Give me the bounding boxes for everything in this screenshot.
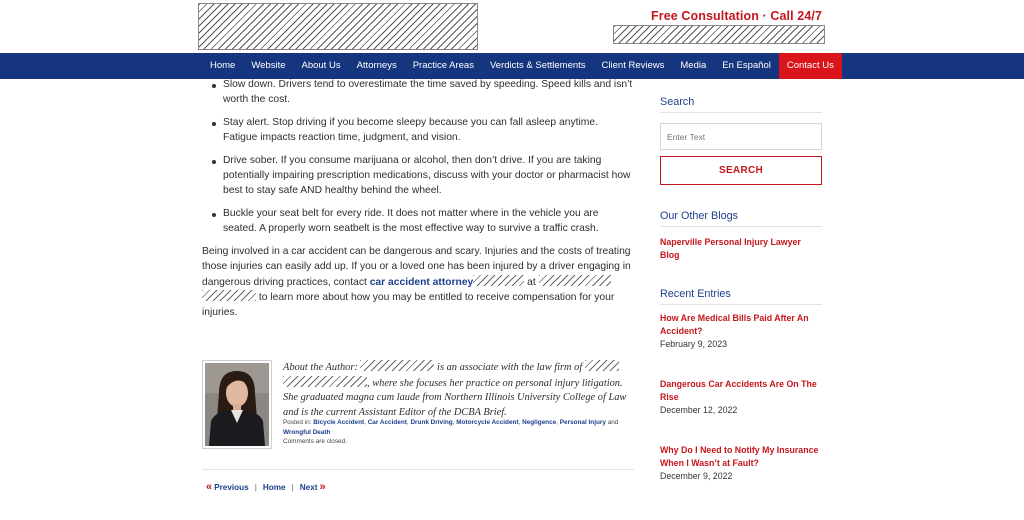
closing-text-end: to learn more about how you may be entitled to receive compensation for your injuries. — [202, 292, 615, 318]
and-word: and — [607, 419, 619, 426]
law-firm-redacted — [585, 360, 619, 371]
recent-entry-date: February 9, 2023 — [660, 339, 727, 349]
recent-entry-date: December 9, 2022 — [660, 471, 733, 481]
search-heading: Search — [660, 96, 822, 113]
search-button[interactable]: SEARCH — [660, 156, 822, 185]
nav-item-attorneys[interactable]: Attorneys — [356, 60, 397, 71]
article-body — [202, 78, 634, 320]
recent-entry — [660, 312, 822, 351]
nav-item-home[interactable]: Home — [210, 60, 236, 71]
closing-text-start: Being involved in a car accident can be dangerous and scary. Injuries and the costs of treating those injuries can easily add up. If you or a loved one has been injured by a driver engaging in dangerous driving practices, contact — [202, 246, 631, 288]
closing-at: at — [524, 276, 539, 288]
pager-separator: | — [291, 482, 294, 492]
next-link[interactable]: Next — [299, 482, 318, 492]
main-nav — [0, 53, 1024, 79]
recent-entry-title[interactable]: Dangerous Car Accidents Are On The Rise — [660, 379, 817, 402]
recent-entry — [660, 378, 822, 417]
car-accident-attorney-link[interactable]: car accident attorney — [369, 276, 474, 288]
firm-logo-redacted[interactable] — [198, 3, 478, 50]
law-firm-redacted-continued — [283, 376, 367, 387]
comments-closed-note: Comments are closed. — [283, 438, 347, 445]
phone-redacted-continued — [202, 290, 256, 301]
previous-link[interactable]: Previous — [214, 482, 249, 492]
closing-paragraph — [202, 245, 634, 320]
category-link[interactable]: Drunk Driving — [410, 419, 453, 426]
author-photo — [202, 360, 272, 449]
other-blogs-heading: Our Other Blogs — [660, 210, 822, 227]
nav-item-contact-us[interactable]: Contact Us — [779, 53, 842, 79]
nav-item-about-us[interactable]: About Us — [301, 60, 341, 71]
search-input[interactable] — [660, 123, 822, 150]
safety-tips-list — [202, 78, 634, 236]
list-item: Stay alert. Stop driving if you become sleepy because you can fall asleep anytime. Fatigue impacts reaction time, judgment, and vision. — [202, 116, 634, 145]
list-item: Buckle your seat belt for every ride. It does not matter where in the vehicle you are seated. A properly worn seatbelt is the most effective way to survive a traffic crash. — [202, 207, 634, 236]
recent-entry — [660, 444, 822, 483]
category-link[interactable]: Bicycle Accident — [313, 419, 365, 426]
firm-name-redacted — [473, 275, 524, 286]
recent-entry-title[interactable]: Why Do I Need to Notify My Insurance When I Wasn’t at Fault? — [660, 445, 819, 468]
sidebar — [660, 96, 822, 483]
recent-entry-title[interactable]: How Are Medical Bills Paid After An Accident? — [660, 313, 809, 336]
nav-item-practice-areas[interactable]: Practice Areas — [412, 60, 474, 71]
category-link[interactable]: Negligence — [522, 419, 557, 426]
nav-item-client-reviews[interactable]: Client Reviews — [601, 60, 665, 71]
free-consultation-text: Free Consultation · Call 24/7 — [651, 9, 822, 23]
author-name-redacted — [360, 360, 434, 371]
author-bio-mid: is an associate with the law firm of — [434, 362, 585, 373]
posted-in-categories: Posted in: Bicycle Accident, Car Accident, Drunk Driving, Motorcycle Accident, Negligence, Personal Injury and Wrongful Death — [283, 419, 619, 436]
author-bio-tail: , where she focuses her practice on personal injury litigation. She graduated magna cum laude from Northern Illinois University College of Law and is the current Assistant Editor of the DCBA Brief. — [283, 377, 627, 418]
next-arrow-icon: » — [319, 481, 326, 493]
phone-redacted — [539, 275, 611, 286]
list-item: Slow down. Drivers tend to overestimate the time saved by speeding. Speed kills and isn’t worth the cost. — [202, 78, 634, 107]
recent-entry-date: December 12, 2022 — [660, 405, 738, 415]
author-bio — [283, 360, 633, 420]
nav-item-media[interactable]: Media — [680, 60, 707, 71]
nav-item-verdicts-settlements[interactable]: Verdicts & Settlements — [489, 60, 586, 71]
category-link[interactable]: Personal Injury — [559, 419, 606, 426]
post-pager — [204, 481, 328, 493]
previous-arrow-icon: « — [206, 481, 213, 493]
list-item: Drive sober. If you consume marijuana or alcohol, then don’t drive. If you are taking potentially impairing prescription medications, discuss with your doctor or pharmacist how best to stay safe AND healthy behind the wheel. — [202, 154, 634, 198]
phone-number-redacted[interactable] — [613, 25, 825, 44]
posted-in-label: Posted in: — [283, 419, 314, 426]
category-link[interactable]: Car Accident — [367, 419, 407, 426]
category-link[interactable]: Motorcycle Accident — [456, 419, 519, 426]
pager-separator: | — [254, 482, 257, 492]
nav-item-website[interactable]: Website — [251, 60, 286, 71]
category-link[interactable]: Wrongful Death — [283, 429, 331, 436]
author-bio-lead: About the Author: — [283, 362, 361, 373]
other-blog-link[interactable]: Naperville Personal Injury Lawyer Blog — [660, 237, 801, 260]
home-link[interactable]: Home — [262, 482, 286, 492]
divider — [202, 469, 634, 470]
nav-item-en-espanol[interactable]: En Español — [722, 60, 771, 71]
recent-entries-heading: Recent Entries — [660, 288, 822, 305]
